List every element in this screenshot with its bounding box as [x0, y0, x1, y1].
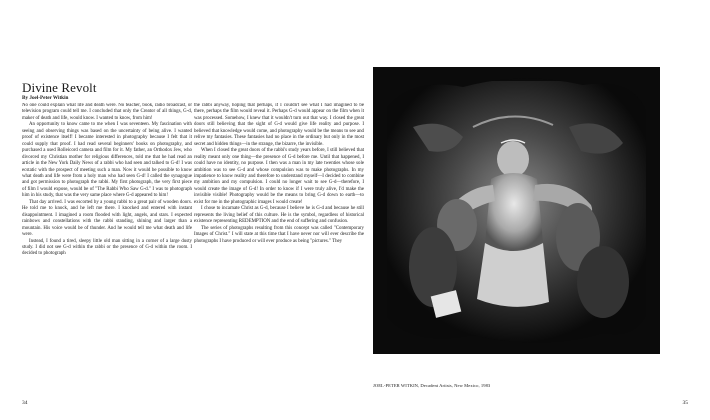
photograph	[373, 67, 660, 354]
paragraph: the rabbi anyway, hoping that perhaps, if I couldn't see what I had imagined to be there, perhaps the film would reveal it. Perhaps G-d would appear on the film when it was processed. Somehow, I knew that it wouldn't turn out that way. I closed the great doors still believing that the sight of G-d would give life reality and purpose. I believed that knowledge would come, and photography would be the means to see and relive my fantasies. These fantasies had no place in the ordinary but only in the most secret and hidden things—in the strange, the bizarre, the invisible.	[194, 103, 364, 147]
photo-caption: JOEL-PETER WITKIN, Decadent Artists, New Mexico, 1983	[373, 383, 491, 388]
page-number-right: 35	[682, 400, 688, 406]
paragraph: Instead, I found a tired, sleepy little old man sitting in a corner of a large dusty study. I did not see G-d within the rabbi or the presence of G-d within the room. I decided to photograph	[22, 238, 192, 257]
paragraph: That day arrived. I was escorted by a young rabbi to a great pair of wooden doors. He told me to knock, and he left me there. I knocked and entered with instant disappointment. I imagined a room flooded with light, angels, and stars. I expected rainbows and constellations with the rabbi standing, shining and larger than a mountain. His voice would be of thunder. And he would tell me what death and life were.	[22, 199, 192, 238]
byline: By Joel-Peter Witkin	[22, 95, 69, 101]
page-number-left: 34	[22, 400, 28, 406]
paragraph: The series of photographs resulting from this concept was called "Contemporary Images of Christ." I will state at this time that I have never nor will ever describe the photographs I have produced or will ever produce as being "pictures." They	[194, 225, 364, 244]
paragraph: An opportunity to know came to me when I was seventeen. My fascination with seeing and observing things was based on the uncertainty of being alive. I wanted proof of existence itself! I became interested in photography because I felt that it could supply that proof. I had read several beginners' books on photography, and purchased a used Rolleicord camera and film for it. My father, an Orthodox Jew, who divorced my Christian mother for religious differences, told me that he had read an article in the New York Daily News of a rabbi who had seen and talked to G-d! I was ecstatic with the prospect of meeting such a man. Now it would be possible to know what death and life were from a holy man who had seen G-d! I called the synagogue and got permission to photograph the rabbi. My first photograph, the very first piece of film I would expose, would be of "The Rabbi Who Saw G-d." I was to photograph him in his study, that was the very same place where G-d appeared to him!	[22, 122, 192, 199]
paragraph: No one could explain what life and death were. No teacher, book, radio broadcast, or television program could tell me. I concluded that only the Creator of all things, G-d, maker of death and life, would know. I wanted to know, from him!	[22, 103, 192, 121]
text-column-1	[22, 103, 192, 393]
paragraph: When I closed the great doors of the rabbi's study years before, I still believed that reality meant only one thing—the presence of G-d before me. Until that happened, I could have no identity, no purpose. I then was a man in my late twenties whose sole ambition was to see G-d and whose compulsion was to make photographs. In my impatience to know reality and therefore to understand myself—I decided to combine my ambition and my compulsion. I could no longer wait to see G-d—therefore, I would create the image of G-d! In order to know if I were truly alive, I'd make the invisible visible! Photography would be the means to bring G-d down to earth—to exist for me in the photographic images I would create!	[194, 148, 364, 205]
paragraph: I chose to incarnate Christ as G-d, because I believe he is G-d and because he still represents the living belief of this culture. He is the symbol, regardless of historical existence representing REDEMPTION and the end of suffering and confusion.	[194, 206, 364, 225]
article-title: Divine Revolt	[22, 80, 97, 95]
photograph-image	[373, 67, 660, 354]
text-column-2	[194, 103, 364, 393]
right-page	[355, 0, 710, 420]
